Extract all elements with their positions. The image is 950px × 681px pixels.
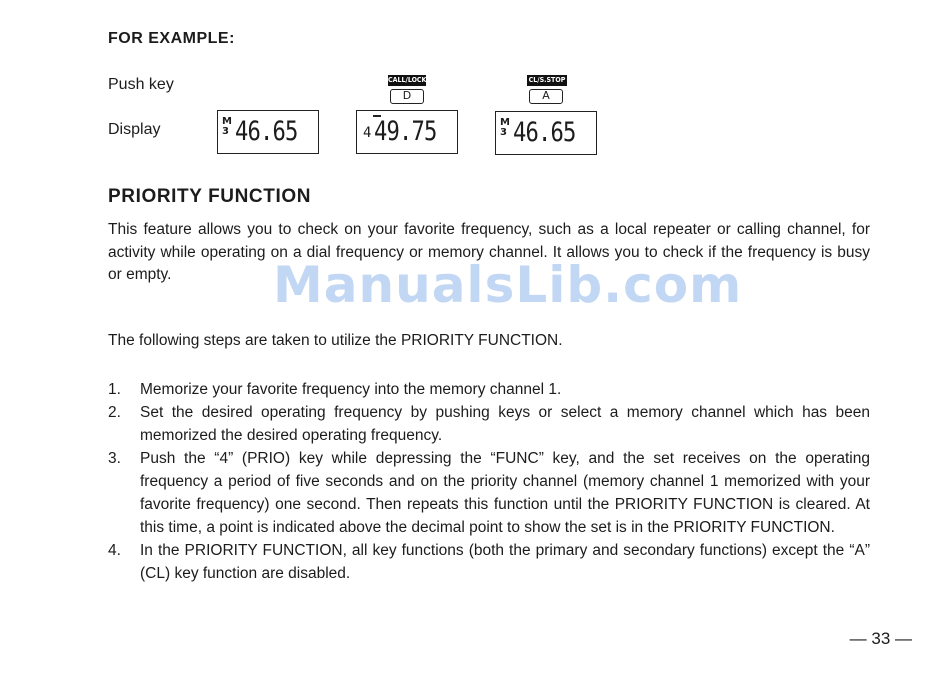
lcd-display-3: [495, 111, 597, 155]
key-label-cl-s-stop: CL/S.STOP: [528, 76, 566, 84]
lcd-prefix: 4: [363, 125, 372, 141]
list-item: [108, 378, 870, 401]
lcd-memory-indicator: M 3: [222, 116, 232, 137]
steps-list: [108, 378, 870, 585]
lcd-memory-indicator: M 3: [500, 117, 510, 138]
step-text: Memorize your favorite frequency into the memory channel 1.: [140, 381, 562, 398]
step-number: 2.: [108, 404, 121, 421]
key-d: D: [390, 89, 424, 104]
lcd-frequency: 49.75: [374, 116, 437, 147]
list-item: [108, 539, 870, 585]
step-number: 3.: [108, 450, 121, 467]
list-item: [108, 447, 870, 539]
display-label: Display: [108, 121, 161, 138]
lcd-display-2: [356, 110, 458, 154]
lcd-frequency: 46.65: [235, 116, 298, 147]
step-text: Push the “4” (PRIO) key while depressing the “FUNC” key, and the set receives on the operating frequency a period of five seconds and on the priority channel (memory channel 1 memorized with your favorite frequency) one second. Then repeats this function until the PRIORITY FUNCTION is cleared. At this time, a point is indicated above the decimal point to show the set is in the PRIORITY FUNCTION.: [140, 450, 870, 536]
section-title: PRIORITY FUNCTION: [108, 186, 312, 207]
step-text: Set the desired operating frequency by pushing keys or select a memory channel which has been memorized the desired operating frequency.: [140, 404, 870, 444]
lcd-frequency: 46.65: [513, 117, 576, 148]
push-key-label: Push key: [108, 76, 174, 93]
step-text: In the PRIORITY FUNCTION, all key functions (both the primary and secondary functions) except the “A” (CL) key function are disabled.: [140, 542, 870, 582]
step-number: 4.: [108, 542, 121, 559]
lcd-display-1: [217, 110, 319, 154]
watermark: ManualsLib.com: [273, 256, 743, 314]
key-a: A: [529, 89, 563, 104]
page-number: — 33 —: [849, 629, 912, 648]
list-item: [108, 401, 870, 447]
key-label-call-lock: CALL/LOCK: [388, 76, 427, 84]
example-heading: FOR EXAMPLE:: [108, 30, 235, 47]
intro-paragraph: This feature allows you to check on your favorite frequency, such as a local repeater or calling channel, for activity while operating on a dial frequency or memory channel. It allows you to check if the frequency is busy or empty.: [108, 221, 870, 283]
step-number: 1.: [108, 381, 121, 398]
steps-intro: The following steps are taken to utilize the PRIORITY FUNCTION.: [108, 332, 563, 349]
